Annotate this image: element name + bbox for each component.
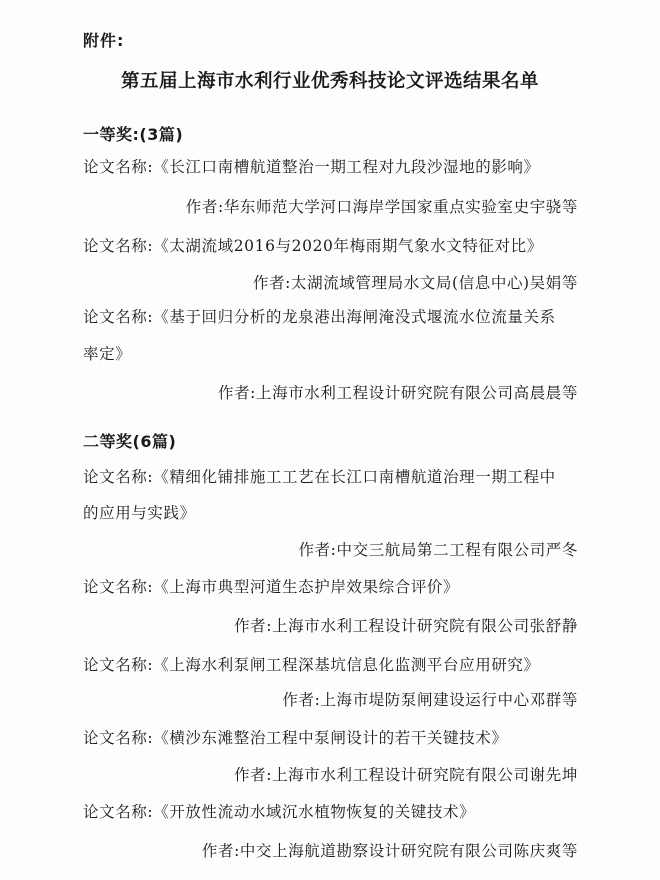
- document-title: 第五届上海市水利行业优秀科技论文评选结果名单: [120, 71, 539, 92]
- paper-author: 作者:华东师范大学河口海岸学国家重点实验室史宇骁等: [185, 198, 578, 216]
- first-prize-heading: 一等奖:(3篇): [83, 125, 184, 144]
- paper-title-continued: 的应用与实践》: [83, 504, 196, 522]
- paper-author: 作者:上海市堤防泵闸建设运行中心邓群等: [282, 691, 578, 709]
- paper-author: 作者:上海市水利工程设计研究院有限公司张舒静: [234, 617, 578, 635]
- attachment-label: 附件:: [83, 31, 125, 50]
- paper-author: 作者:上海市水利工程设计研究院有限公司高晨晨等: [217, 384, 578, 402]
- paper-title: 论文名称:《上海水利泵闸工程深基坑信息化监测平台应用研究》: [83, 656, 540, 674]
- paper-title: 论文名称:《上海市典型河道生态护岸效果综合评价》: [83, 578, 460, 596]
- paper-title: 论文名称:《横沙东滩整治工程中泵闸设计的若干关键技术》: [83, 729, 508, 747]
- paper-title: 论文名称:《长江口南槽航道整治一期工程对九段沙湿地的影响》: [83, 158, 540, 176]
- paper-author: 作者:中交三航局第二工程有限公司严冬: [298, 541, 578, 559]
- paper-author: 作者:上海市水利工程设计研究院有限公司谢先坤: [234, 766, 578, 784]
- paper-title: 论文名称:《太湖流域2016与2020年梅雨期气象水文特征对比》: [83, 237, 543, 255]
- paper-title-continued: 率定》: [83, 345, 132, 363]
- paper-title: 论文名称:《精细化铺排施工工艺在长江口南槽航道治理一期工程中: [83, 468, 556, 486]
- paper-author: 作者:中交上海航道勘察设计研究院有限公司陈庆爽等: [201, 842, 578, 860]
- second-prize-heading: 二等奖(6篇): [83, 432, 177, 451]
- paper-title: 论文名称:《开放性流动水域沉水植物恢复的关键技术》: [83, 803, 476, 821]
- paper-author: 作者:太湖流域管理局水文局(信息中心)吴娟等: [252, 274, 578, 292]
- paper-title: 论文名称:《基于回归分析的龙泉港出海闸淹没式堰流水位流量关系: [83, 308, 556, 326]
